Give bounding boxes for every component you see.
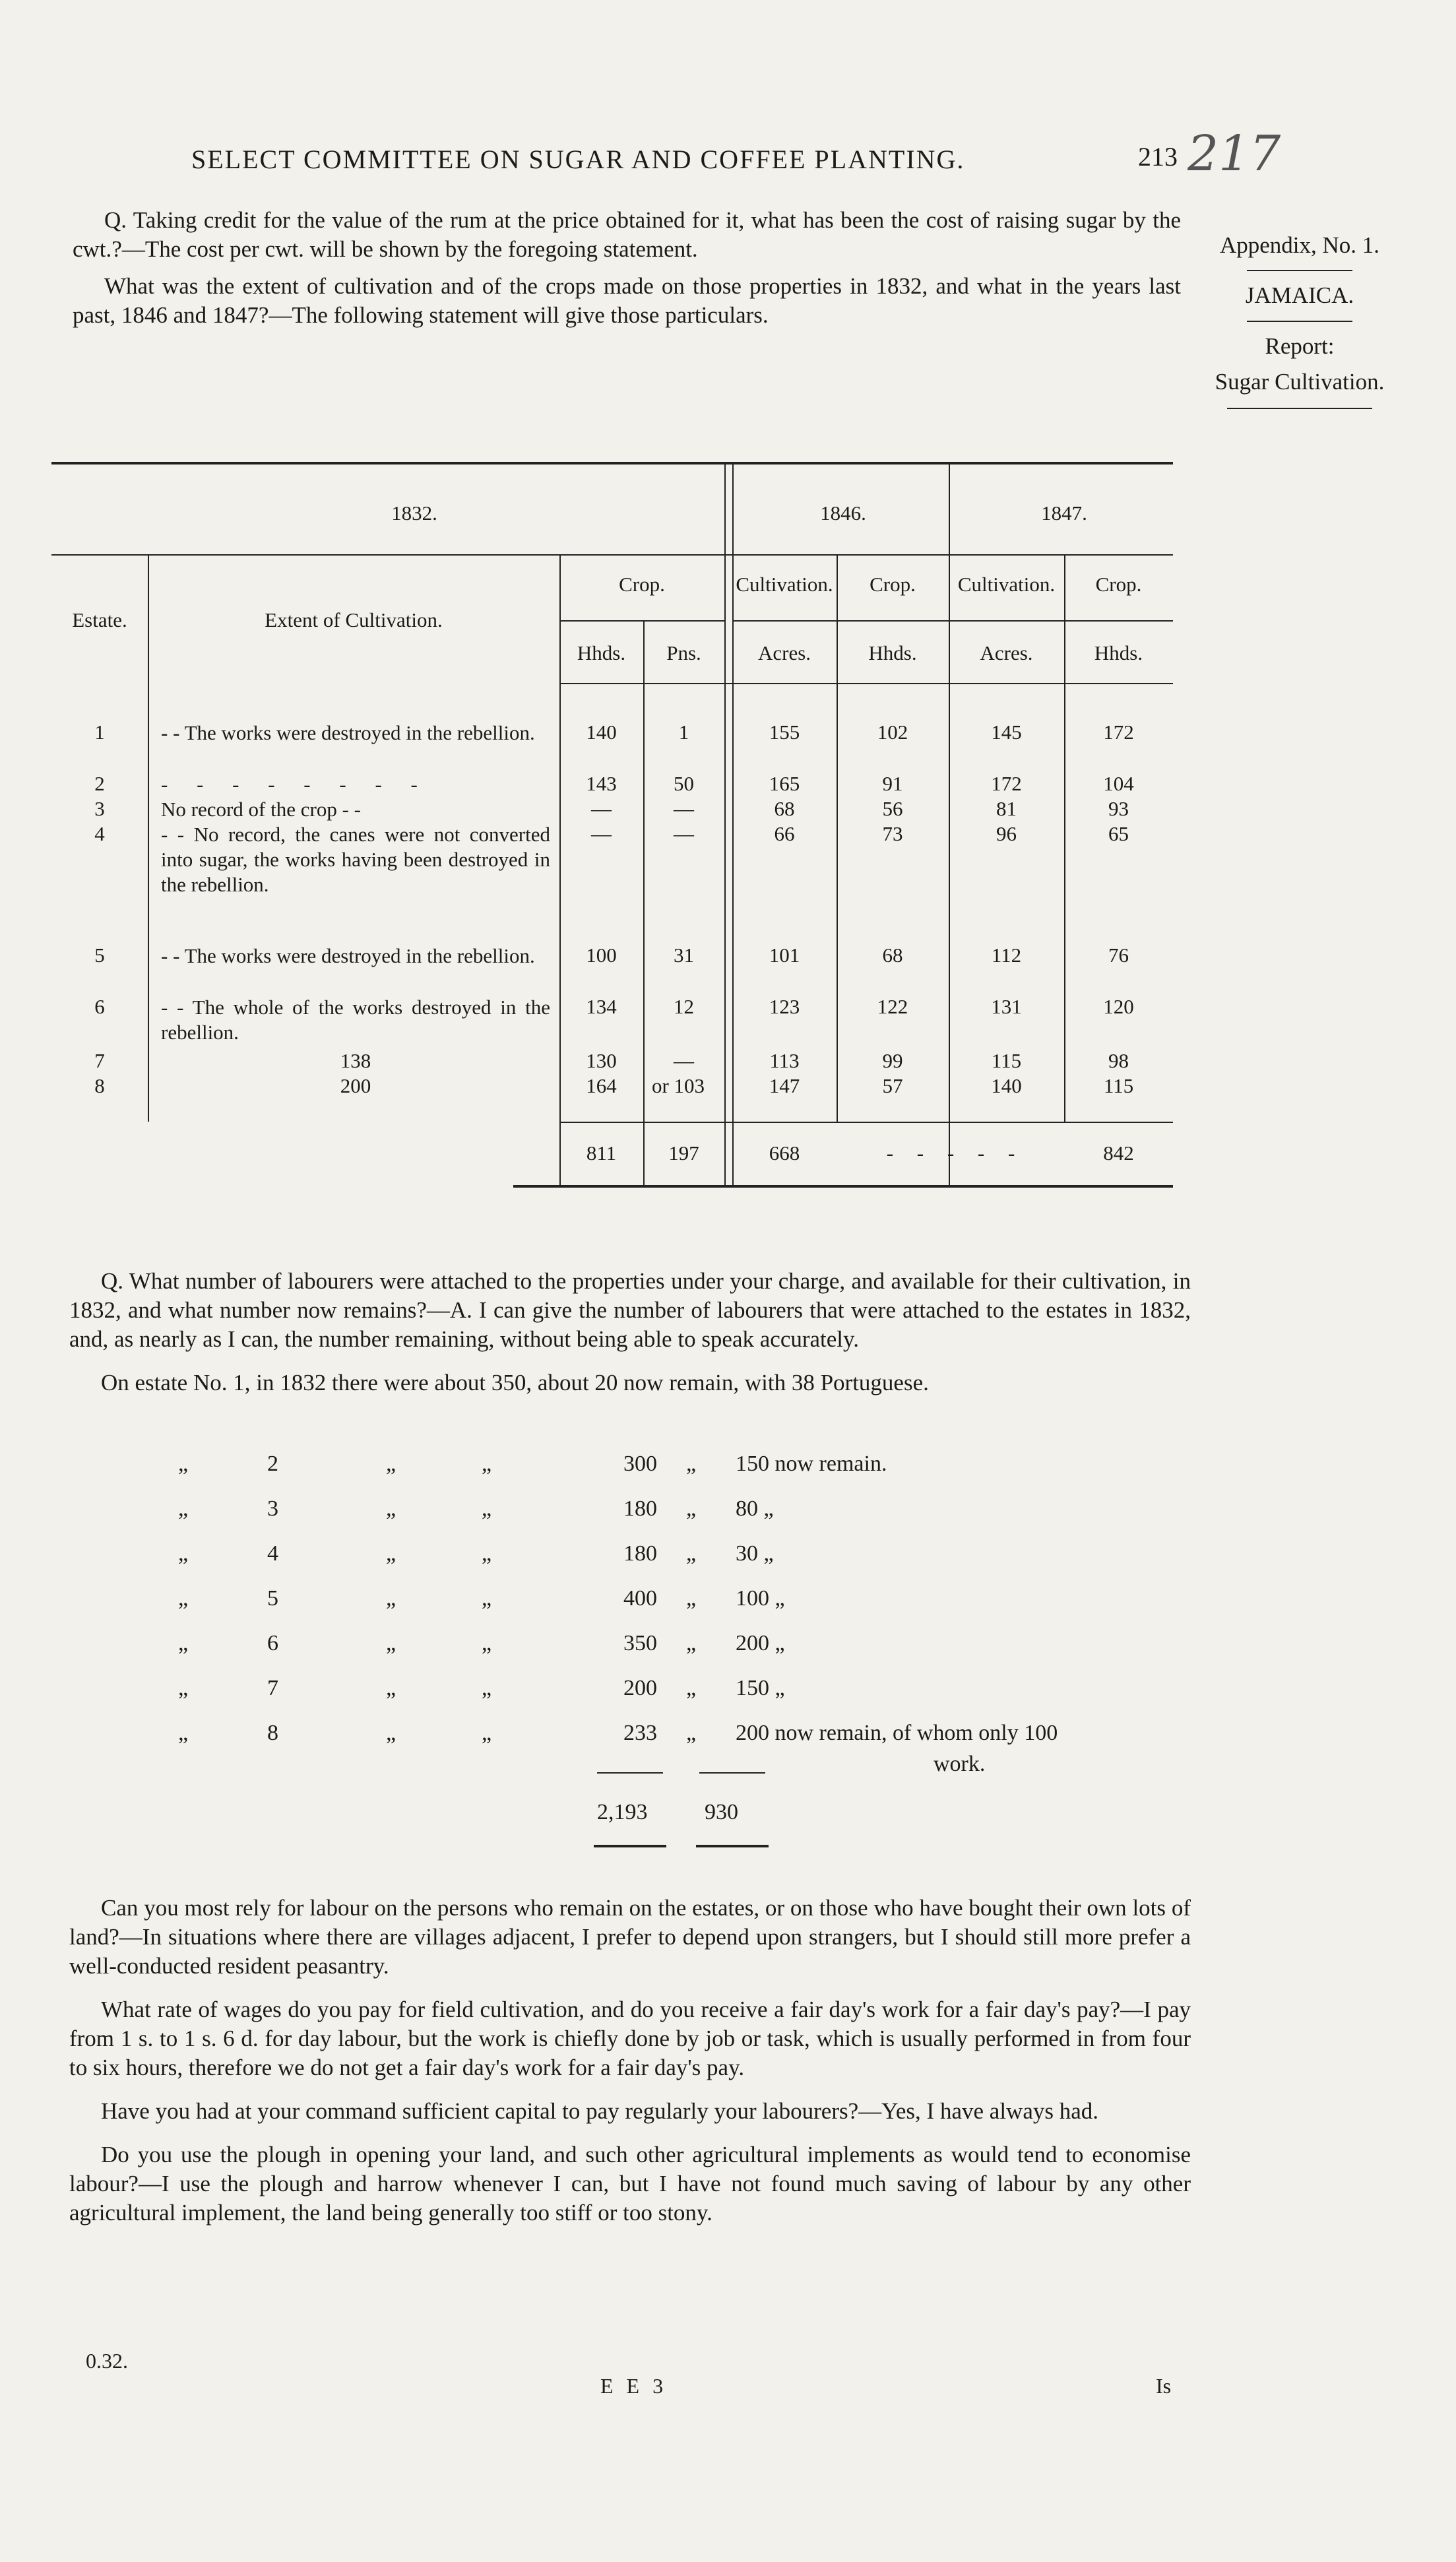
acres-1847: 140 [991, 1074, 1022, 1097]
extent-text: - - The works were destroyed in the rebellion. [161, 944, 535, 967]
extent-text: - - The whole of the works destroyed in the rebellion. [161, 996, 550, 1044]
running-head: SELECT COMMITTEE ON SUGAR AND COFFEE PLANTING. [191, 144, 965, 174]
crop-table [51, 462, 1173, 1194]
acres-1846: 68 [774, 797, 795, 820]
acres-1846: 165 [769, 772, 800, 795]
acres-1846: 123 [769, 995, 800, 1018]
labour-total-now: 930 [705, 1800, 738, 1824]
pns-1832: or 103 [651, 1074, 705, 1097]
ditto-mark: „ [386, 1676, 396, 1700]
labourers-now: 150 „ [736, 1676, 785, 1700]
ditto-mark: „ [686, 1496, 697, 1521]
intro-paragraph: What was the extent of cultivation and of the crops made on those properties in 1832, and what in the years last past, 1846 and 1847?—The following statement will give those particulars. [73, 273, 1181, 328]
ditto-mark: „ [178, 1631, 189, 1655]
acres-1846: 147 [769, 1074, 800, 1097]
labour-list [0, 1452, 1456, 1861]
acres-1847: 131 [991, 995, 1022, 1018]
intro-paragraph: Q. Taking credit for the value of the rum at the price obtained for it, what has been the cost of raising sugar by the cwt.?—The cost per cwt. will be shown by the foregoing statement. [73, 207, 1181, 262]
estate-number: 8 [267, 1721, 278, 1745]
page-number: 213 [1138, 142, 1178, 172]
ditto-mark: „ [686, 1676, 697, 1700]
total-rule [696, 1845, 769, 1847]
labourers-now: 100 „ [736, 1586, 785, 1611]
footer-reference: 0.32. [86, 2349, 128, 2373]
crop-header-1846: Crop. [870, 573, 916, 596]
ditto-mark: „ [386, 1586, 396, 1611]
estate-number: 2 [267, 1452, 278, 1476]
total-hhds-1832: 811 [586, 1141, 617, 1165]
appendix-label: Appendix, No. 1. [1219, 232, 1380, 258]
unit-label: Acres. [980, 641, 1033, 664]
pns-1832: — [674, 797, 694, 820]
signature-mark: E E 3 [600, 2374, 668, 2398]
labourers-1832: 180 [623, 1496, 657, 1521]
qa-paragraph: Have you had at your command sufficient capital to pay regularly your labourers?—Yes, I have always had. [101, 2098, 1099, 2124]
place-label: JAMAICA. [1245, 282, 1354, 309]
hhds-1846: 56 [882, 797, 903, 820]
estate-header: Estate. [72, 608, 127, 631]
hhds-1846: 91 [882, 772, 903, 795]
pns-1832: 50 [674, 772, 694, 795]
estate-number: 6 [94, 995, 105, 1018]
extent-text: - - No record, the canes were not converted into sugar, the works having been destroyed in the rebellion. [161, 823, 550, 896]
labourers-now: 30 „ [736, 1541, 774, 1566]
margin-rule [1247, 270, 1352, 271]
ditto-mark: „ [482, 1721, 492, 1745]
crop-header-1832: Crop. [619, 573, 665, 596]
estate-number: 3 [94, 797, 105, 820]
labourers-1832: 200 [623, 1676, 657, 1700]
hhds-1847: 120 [1103, 995, 1134, 1018]
acres-1847: 172 [991, 772, 1022, 795]
ditto-mark: „ [686, 1721, 697, 1745]
labourers-now: 200 now remain, of whom only 100 [736, 1721, 1058, 1745]
ditto-mark: „ [178, 1676, 189, 1700]
labour-total-1832: 2,193 [597, 1800, 648, 1824]
ditto-mark: „ [686, 1452, 697, 1476]
labourers-1832: 400 [623, 1586, 657, 1611]
hhds-1847: 65 [1108, 822, 1129, 845]
ditto-mark: „ [386, 1631, 396, 1655]
acres-1846: 113 [769, 1049, 800, 1072]
intro-text [73, 206, 1181, 330]
ditto-mark: „ [178, 1496, 189, 1521]
hhds-1847: 76 [1108, 944, 1129, 967]
hhds-1832: 143 [586, 772, 617, 795]
extent-text: 200 [340, 1074, 371, 1097]
ditto-mark: „ [482, 1631, 492, 1655]
total-dashes: - - - - - [886, 1141, 1025, 1165]
acres-1847: 145 [991, 721, 1022, 744]
hhds-1832: — [591, 822, 612, 845]
extent-text: - - - - - - - - [161, 773, 429, 796]
labourers-now: 150 now remain. [736, 1452, 887, 1476]
pns-1832: 12 [674, 995, 694, 1018]
qa-paragraph: Can you most rely for labour on the persons who remain on the estates, or on those who have bought their own lots of land?—In situations where there are villages adjacent, I prefer to depend upon strangers, but I should still more prefer a well-conducted resident peasantry. [69, 1895, 1191, 1979]
cultivation-header-1846: Cultivation. [736, 573, 833, 596]
unit-label: Hhds. [577, 641, 626, 664]
hhds-1846: 73 [882, 822, 903, 845]
cultivation-header-1847: Cultivation. [957, 573, 1056, 596]
year-1832: 1832. [391, 501, 437, 525]
pns-1832: — [674, 822, 694, 845]
pns-1832: 1 [678, 721, 689, 744]
hhds-1832: 140 [586, 721, 617, 744]
ditto-mark: „ [686, 1631, 697, 1655]
extent-text: 138 [340, 1049, 371, 1072]
acres-1847: 115 [991, 1049, 1022, 1072]
topic-label: Sugar Cultivation. [1215, 368, 1385, 395]
ditto-mark: „ [482, 1452, 492, 1476]
year-1847: 1847. [1041, 501, 1087, 525]
hhds-1846: 68 [882, 944, 903, 967]
extent-header: Extent of Cultivation. [265, 608, 443, 631]
estate-number: 4 [94, 822, 105, 845]
acres-1847: 81 [996, 797, 1017, 820]
unit-label: Hhds. [868, 641, 917, 664]
sum-rule [597, 1772, 663, 1774]
estate-number: 6 [267, 1631, 278, 1655]
unit-label: Acres. [757, 641, 811, 664]
ditto-mark: „ [386, 1541, 396, 1566]
question-answers [69, 1894, 1191, 2242]
unit-label: Pns. [666, 641, 701, 664]
ditto-mark: „ [178, 1541, 189, 1566]
hhds-1847: 172 [1103, 721, 1134, 744]
hhds-1847: 104 [1103, 772, 1134, 795]
ditto-mark: „ [686, 1586, 697, 1611]
hhds-1846: 102 [877, 721, 908, 744]
hhds-1832: — [591, 797, 612, 820]
ditto-mark: „ [178, 1452, 189, 1476]
acres-1846: 101 [769, 944, 800, 967]
margin-note [1181, 228, 1418, 409]
crop-header-1847: Crop. [1095, 573, 1142, 596]
handwritten-folio-number: 217 [1187, 125, 1281, 182]
sum-rule [699, 1772, 765, 1774]
qa-paragraph: Do you use the plough in opening your land, and such other agricultural implements as would tend to economise labour?—I use the plough and harrow whenever I can, but I have not found much saving of labour by any other agricultural implement, the land being generally too stiff or too stony. [69, 2142, 1191, 2226]
hhds-1847: 115 [1103, 1074, 1134, 1097]
hhds-1832: 100 [586, 944, 617, 967]
ditto-mark: „ [482, 1541, 492, 1566]
qa-paragraph: What rate of wages do you pay for field cultivation, and do you receive a fair day's work for a fair day's pay?—I pay from 1 s. to 1 s. 6 d. for day labour, but the work is chiefly done by job or task, which is usually performed in from four to six hours, therefore we do not get a fair day's work for a fair day's pay. [69, 1997, 1191, 2080]
ditto-mark: „ [386, 1496, 396, 1521]
ditto-mark: „ [482, 1586, 492, 1611]
total-pns-1832: 197 [668, 1141, 699, 1165]
hhds-1832: 164 [586, 1074, 617, 1097]
labourers-now: 200 „ [736, 1631, 785, 1655]
estate-number: 3 [267, 1496, 278, 1521]
labourers-1832: 300 [623, 1452, 657, 1476]
year-1846: 1846. [820, 501, 866, 525]
labourers-1832: 180 [623, 1541, 657, 1566]
estate-number: 4 [267, 1541, 278, 1566]
pns-1832: — [674, 1049, 694, 1072]
extent-text: - - The works were destroyed in the rebellion. [161, 721, 535, 744]
ditto-mark: „ [386, 1721, 396, 1745]
labour-continuation: work. [934, 1752, 986, 1776]
estate-number: 5 [267, 1586, 278, 1611]
ditto-mark: „ [386, 1452, 396, 1476]
hhds-1847: 98 [1108, 1049, 1129, 1072]
estate-number: 1 [94, 721, 105, 744]
ditto-mark: „ [178, 1721, 189, 1745]
hhds-1832: 134 [586, 995, 617, 1018]
unit-label: Hhds. [1094, 641, 1143, 664]
hhds-1832: 130 [586, 1049, 617, 1072]
question-paragraph: Q. What number of labourers were attached to the properties under your charge, and available for their cultivation, in 1832, and what number now remains?—A. I can give the number of labourers that were attached to the estates in 1832, and, as nearly as I can, the number remaining, without being able to speak accurately. [69, 1268, 1191, 1352]
report-label: Report: [1265, 333, 1335, 359]
labourers-1832: 350 [623, 1631, 657, 1655]
estate-number: 7 [94, 1049, 105, 1072]
total-hhds-1847: 842 [1103, 1141, 1134, 1165]
ditto-mark: „ [686, 1541, 697, 1566]
estate-number: 8 [94, 1074, 105, 1097]
hhds-1846: 99 [882, 1049, 903, 1072]
extent-text: No record of the crop - - [161, 798, 361, 821]
labour-question [69, 1267, 1191, 1412]
total-acres-1846: 668 [769, 1141, 800, 1165]
labour-first-line: On estate No. 1, in 1832 there were about 350, about 20 now remain, with 38 Portuguese. [101, 1370, 929, 1395]
acres-1846: 66 [774, 822, 795, 845]
ditto-mark: „ [178, 1586, 189, 1611]
margin-rule [1227, 408, 1372, 409]
estate-number: 7 [267, 1676, 278, 1700]
estate-number: 2 [94, 772, 105, 795]
total-rule [594, 1845, 666, 1847]
estate-number: 5 [94, 944, 105, 967]
pns-1832: 31 [674, 944, 694, 967]
acres-1847: 112 [991, 944, 1022, 967]
labourers-now: 80 „ [736, 1496, 774, 1521]
acres-1846: 155 [769, 721, 800, 744]
catchword: Is [1156, 2374, 1172, 2398]
hhds-1847: 93 [1108, 797, 1129, 820]
hhds-1846: 122 [877, 995, 908, 1018]
ditto-mark: „ [482, 1496, 492, 1521]
ditto-mark: „ [482, 1676, 492, 1700]
labourers-1832: 233 [623, 1721, 657, 1745]
margin-rule [1247, 321, 1352, 322]
hhds-1846: 57 [882, 1074, 903, 1097]
acres-1847: 96 [996, 822, 1017, 845]
